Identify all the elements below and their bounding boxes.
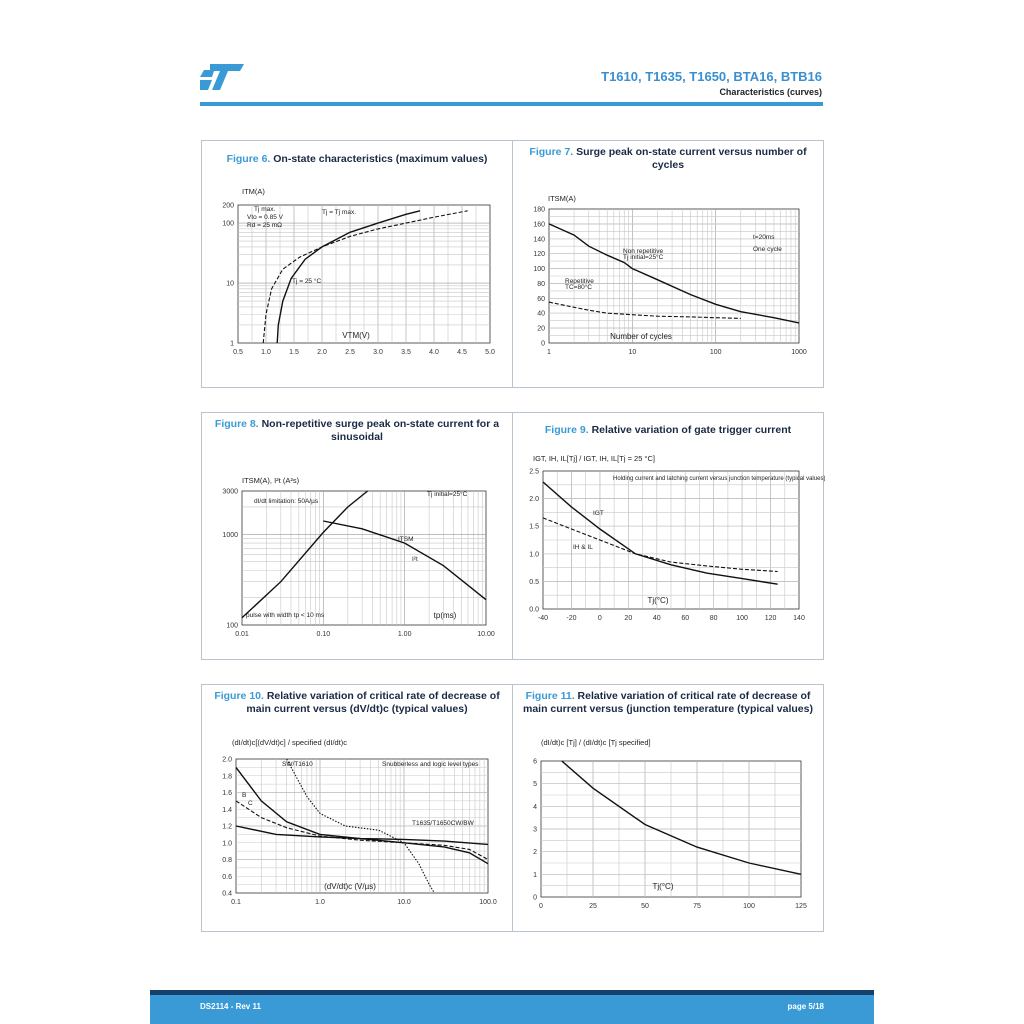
y-tick-label: 180 [533, 206, 545, 214]
annotation-label: C [248, 800, 253, 807]
page-footer [150, 990, 874, 1024]
x-tick-label: 120 [764, 615, 777, 622]
y-tick-label: 0.4 [222, 890, 232, 898]
y-tick-label: 1.5 [529, 523, 539, 531]
y-tick-label: 20 [537, 325, 545, 333]
figure-9-title: Figure 9. Relative variation of gate trigger current [544, 424, 792, 436]
annotation-label: dI/dt limitation: 50A/µs [254, 498, 319, 505]
figure-9-chart [513, 413, 825, 661]
header-rule [200, 102, 823, 106]
y-tick-label: 5 [533, 781, 537, 789]
figure-6-title: Figure 6. On-state characteristics (maximum values) [226, 153, 488, 165]
x-tick-label: 3.0 [373, 349, 383, 356]
x-axis-label: Tj(°C) [652, 882, 674, 891]
y-tick-label: 10 [226, 280, 234, 288]
y-tick-label: 100 [222, 220, 234, 228]
x-axis-label: Number of cycles [610, 332, 672, 341]
y-tick-label: 140 [533, 236, 545, 244]
y-tick-label: 3 [533, 826, 537, 834]
x-tick-label: -40 [537, 615, 549, 622]
y-axis-label: IGT, IH, IL[Tj] / IGT, IH, IL[Tj = 25 °C] [533, 454, 655, 463]
annotation-label: Non repetitive [623, 248, 664, 255]
annotation-label: Tj initial=25°C [623, 254, 664, 261]
y-axis-label: (dI/dt)c [Tj] / (dI/dt)c [Tj specified] [541, 738, 651, 747]
x-axis-label: (dV/dt)c (V/µs) [324, 882, 376, 891]
annotation-label: ITSM [398, 536, 414, 543]
annotation-label: Holding current and latching current versus junction temperature (typical values) [613, 476, 825, 482]
y-tick-label: 0.6 [222, 873, 232, 881]
x-tick-label: 0 [539, 903, 543, 910]
annotation-label: Repetitive [565, 278, 594, 285]
annotation-label: Tj max. [254, 206, 276, 213]
y-tick-label: 1 [230, 340, 234, 348]
annotation-label: I²t [412, 556, 418, 563]
x-tick-label: 20 [624, 615, 633, 622]
annotation-label: Tj initial=25°C [427, 491, 468, 498]
annotation-label: Rd = 25 mΩ [247, 222, 283, 229]
figure-11-panel [512, 684, 824, 932]
y-tick-label: 1.0 [529, 551, 539, 559]
x-tick-label: 1.0 [315, 899, 325, 906]
figure-6-chart [202, 141, 514, 389]
page-number: page 5/18 [787, 1002, 824, 1011]
y-tick-label: 1.0 [222, 840, 232, 848]
x-tick-label: 1.5 [289, 349, 299, 356]
x-tick-label: 4.0 [429, 349, 439, 356]
annotation-label: Tj = Tj max. [322, 209, 357, 216]
y-tick-label: 80 [537, 280, 545, 288]
figure-11-chart [513, 685, 825, 933]
y-tick-label: 2.0 [529, 496, 539, 504]
annotation-label: pulse with width tp < 10 ms [246, 612, 325, 619]
x-tick-label: 3.5 [401, 349, 411, 356]
y-tick-label: 1.2 [222, 823, 232, 831]
y-axis-label: ITSM(A), I²t (A²s) [242, 476, 300, 485]
x-tick-label: 10.00 [477, 631, 495, 638]
figure-7-chart [513, 141, 825, 389]
annotation-label: B [242, 792, 247, 799]
y-tick-label: 4 [533, 803, 537, 811]
y-tick-label: 1.6 [222, 790, 232, 797]
y-axis-label: (dI/dt)c[(dV/dt)c] / specified (dI/dt)c [232, 738, 348, 747]
y-tick-label: 6 [533, 758, 537, 766]
x-tick-label: 100 [709, 349, 722, 356]
x-tick-label: 140 [793, 615, 805, 622]
x-axis-label: VTM(V) [342, 331, 370, 340]
figure-8-chart [202, 413, 514, 661]
y-tick-label: 2.5 [529, 468, 539, 476]
y-tick-label: 0 [533, 894, 537, 902]
y-tick-label: 0 [541, 340, 545, 348]
figure-10-panel [201, 684, 513, 932]
annotation-label: Tj = 25 °C [292, 278, 322, 285]
x-tick-label: 25 [589, 903, 597, 910]
annotation-label: t=20ms [753, 234, 775, 241]
x-axis-label: Tj(°C) [647, 596, 669, 605]
y-axis-label: ITM(A) [242, 187, 265, 196]
figure-8-title: Figure 8. Non-repetitive surge peak on-state current for a sinusoidal [214, 418, 500, 443]
figure-10-chart [202, 685, 514, 933]
x-tick-label: 5.0 [485, 349, 495, 356]
x-tick-label: 125 [795, 903, 807, 910]
annotation-label: Vto = 0.85 V [247, 214, 283, 221]
x-tick-label: 2.5 [345, 349, 355, 356]
x-tick-label: 10.0 [397, 899, 411, 906]
x-tick-label: 100 [736, 615, 748, 622]
x-tick-label: 100 [743, 903, 755, 910]
st-logo [200, 64, 244, 95]
x-tick-label: 0.1 [231, 899, 241, 906]
y-tick-label: 120 [533, 251, 545, 259]
y-tick-label: 1 [533, 871, 537, 879]
y-tick-label: 0.5 [529, 578, 539, 586]
annotation-label: TC=80°C [565, 284, 592, 291]
x-tick-label: 0.5 [233, 349, 243, 356]
x-tick-label: -20 [566, 615, 577, 622]
plot-frame [242, 491, 486, 625]
x-tick-label: 1.00 [397, 631, 412, 638]
y-tick-label: 0.8 [222, 857, 232, 864]
document-title: T1610, T1635, T1650, BTA16, BTB16 [601, 69, 822, 84]
x-tick-label: 4.5 [457, 349, 467, 356]
y-tick-label: 100 [533, 266, 545, 274]
figure-10-title: Figure 10. Relative variation of critical rate of decrease of main current versus (dV/dt)c (typical values) [214, 690, 500, 715]
section-title: Characteristics (curves) [719, 87, 822, 97]
annotation-label: IH & IL [573, 544, 593, 551]
y-tick-label: 40 [537, 310, 545, 318]
x-tick-label: 80 [709, 615, 718, 622]
x-tick-label: 100.0 [479, 899, 497, 906]
y-tick-label: 3000 [222, 488, 238, 496]
y-tick-label: 100 [226, 622, 238, 630]
figure-6-panel [201, 140, 513, 388]
x-tick-label: 0 [597, 615, 602, 622]
x-tick-label: 1.0 [261, 349, 271, 356]
annotation-label: T1635/T1650CW/BW [412, 820, 474, 827]
y-tick-label: 1.4 [222, 806, 232, 814]
annotation-label: One cycle [753, 246, 782, 253]
y-tick-label: 60 [537, 295, 545, 303]
x-tick-label: 75 [693, 903, 701, 910]
figure-9-panel [512, 412, 824, 660]
x-tick-label: 0.01 [235, 631, 249, 638]
x-tick-label: 0.10 [316, 631, 331, 638]
figure-7-title: Figure 7. Surge peak on-state current versus number of cycles [529, 146, 807, 171]
document-revision: DS2114 - Rev 11 [200, 1002, 261, 1011]
x-tick-label: 1000 [791, 349, 807, 356]
y-tick-label: 1.8 [222, 773, 232, 781]
y-tick-label: 200 [222, 202, 234, 210]
y-tick-label: 0.0 [529, 606, 539, 614]
y-axis-label: ITSM(A) [548, 194, 576, 203]
annotation-label: IGT [593, 510, 604, 517]
x-tick-label: 40 [652, 615, 661, 622]
y-tick-label: 160 [533, 221, 545, 229]
figure-11-title: Figure 11. Relative variation of critical rate of decrease of main current versus (junction temperature (typical values) [522, 690, 813, 715]
y-tick-label: 2 [533, 849, 537, 857]
x-axis-label: tp(ms) [433, 611, 457, 620]
x-tick-label: 10 [628, 349, 637, 356]
y-tick-label: 2.0 [222, 756, 232, 764]
annotation-label: SW/T1610 [282, 761, 313, 768]
y-tick-label: 1000 [222, 531, 238, 539]
x-tick-label: 2.0 [317, 349, 327, 356]
x-tick-label: 1 [547, 349, 551, 356]
figure-7-panel [512, 140, 824, 388]
x-tick-label: 60 [681, 615, 690, 622]
x-tick-label: 50 [641, 903, 649, 910]
annotation-label: Snubberless and logic level types [382, 761, 479, 768]
figure-8-panel [201, 412, 513, 660]
